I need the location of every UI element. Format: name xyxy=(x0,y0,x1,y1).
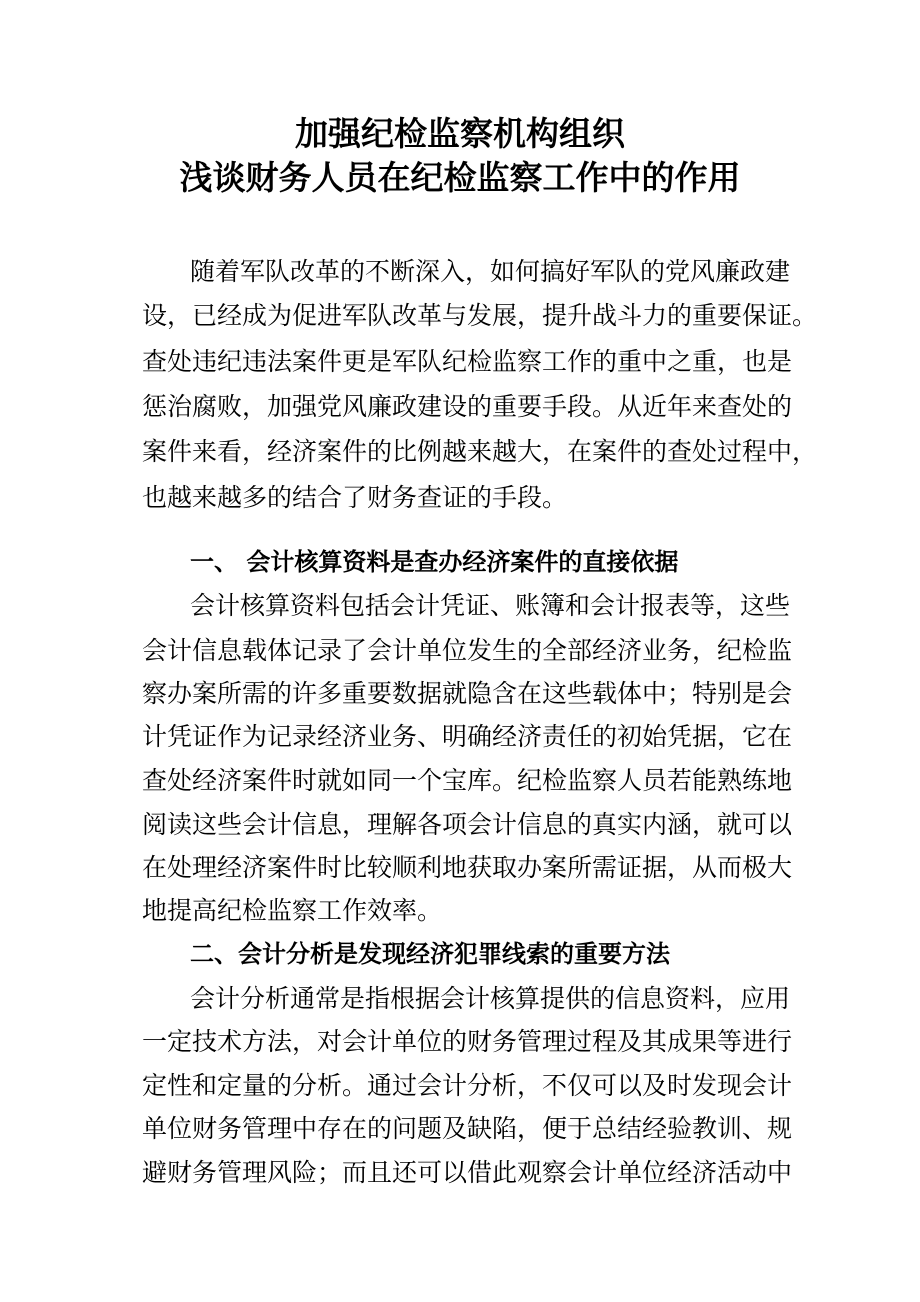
section-1-line: 会计核算资料包括会计凭证、账簿和会计报表等，这些 xyxy=(190,591,791,620)
intro-line: 随着军队改革的不断深入，如何搞好军队的党风廉政建 xyxy=(190,257,791,286)
section-1-line: 计凭证作为记录经济业务、明确经济责任的初始凭据，它在 xyxy=(142,722,793,751)
title-line-1: 加强纪检监察机构组织 xyxy=(295,114,625,153)
intro-line: 案件来看，经济案件的比例越来越大，在案件的查处过程中， xyxy=(142,437,818,466)
title-line-2: 浅谈财务人员在纪检监察工作中的作用 xyxy=(179,158,741,197)
intro-line: 查处违纪违法案件更是军队纪检监察工作的重中之重，也是 xyxy=(142,347,793,376)
section-2-line: 单位财务管理中存在的问题及缺陷，便于总结经验教训、规 xyxy=(142,1114,793,1143)
section-2-heading: 二、会计分析是发现经济犯罪线索的重要方法 xyxy=(190,940,670,968)
section-1-line: 地提高纪检监察工作效率。 xyxy=(142,896,443,925)
section-1-line: 察办案所需的许多重要数据就隐含在这些载体中；特别是会 xyxy=(142,679,793,708)
section-1-heading: 一、 会计核算资料是查办经济案件的直接依据 xyxy=(190,548,679,576)
section-2-line: 会计分析通常是指根据会计核算提供的信息资料，应用 xyxy=(190,984,791,1013)
section-1-line: 会计信息载体记录了会计单位发生的全部经济业务，纪检监 xyxy=(142,636,793,665)
intro-line: 惩治腐败，加强党风廉政建设的重要手段。从近年来查处的 xyxy=(142,392,793,421)
section-1-line: 阅读这些会计信息，理解各项会计信息的真实内涵，就可以 xyxy=(142,810,793,839)
section-2-line: 一定技术方法，对会计单位的财务管理过程及其成果等进行 xyxy=(142,1027,793,1056)
section-2-line: 定性和定量的分析。通过会计分析，不仅可以及时发现会计 xyxy=(142,1071,793,1100)
section-2-line: 避财务管理风险；而且还可以借此观察会计单位经济活动中 xyxy=(142,1158,793,1187)
intro-line: 也越来越多的结合了财务查证的手段。 xyxy=(142,483,568,512)
section-1-line: 在处理经济案件时比较顺利地获取办案所需证据，从而极大 xyxy=(142,853,793,882)
intro-line: 设，已经成为促进军队改革与发展，提升战斗力的重要保证。 xyxy=(142,301,818,330)
section-1-line: 查处经济案件时就如同一个宝库。纪检监察人员若能熟练地 xyxy=(142,766,793,795)
